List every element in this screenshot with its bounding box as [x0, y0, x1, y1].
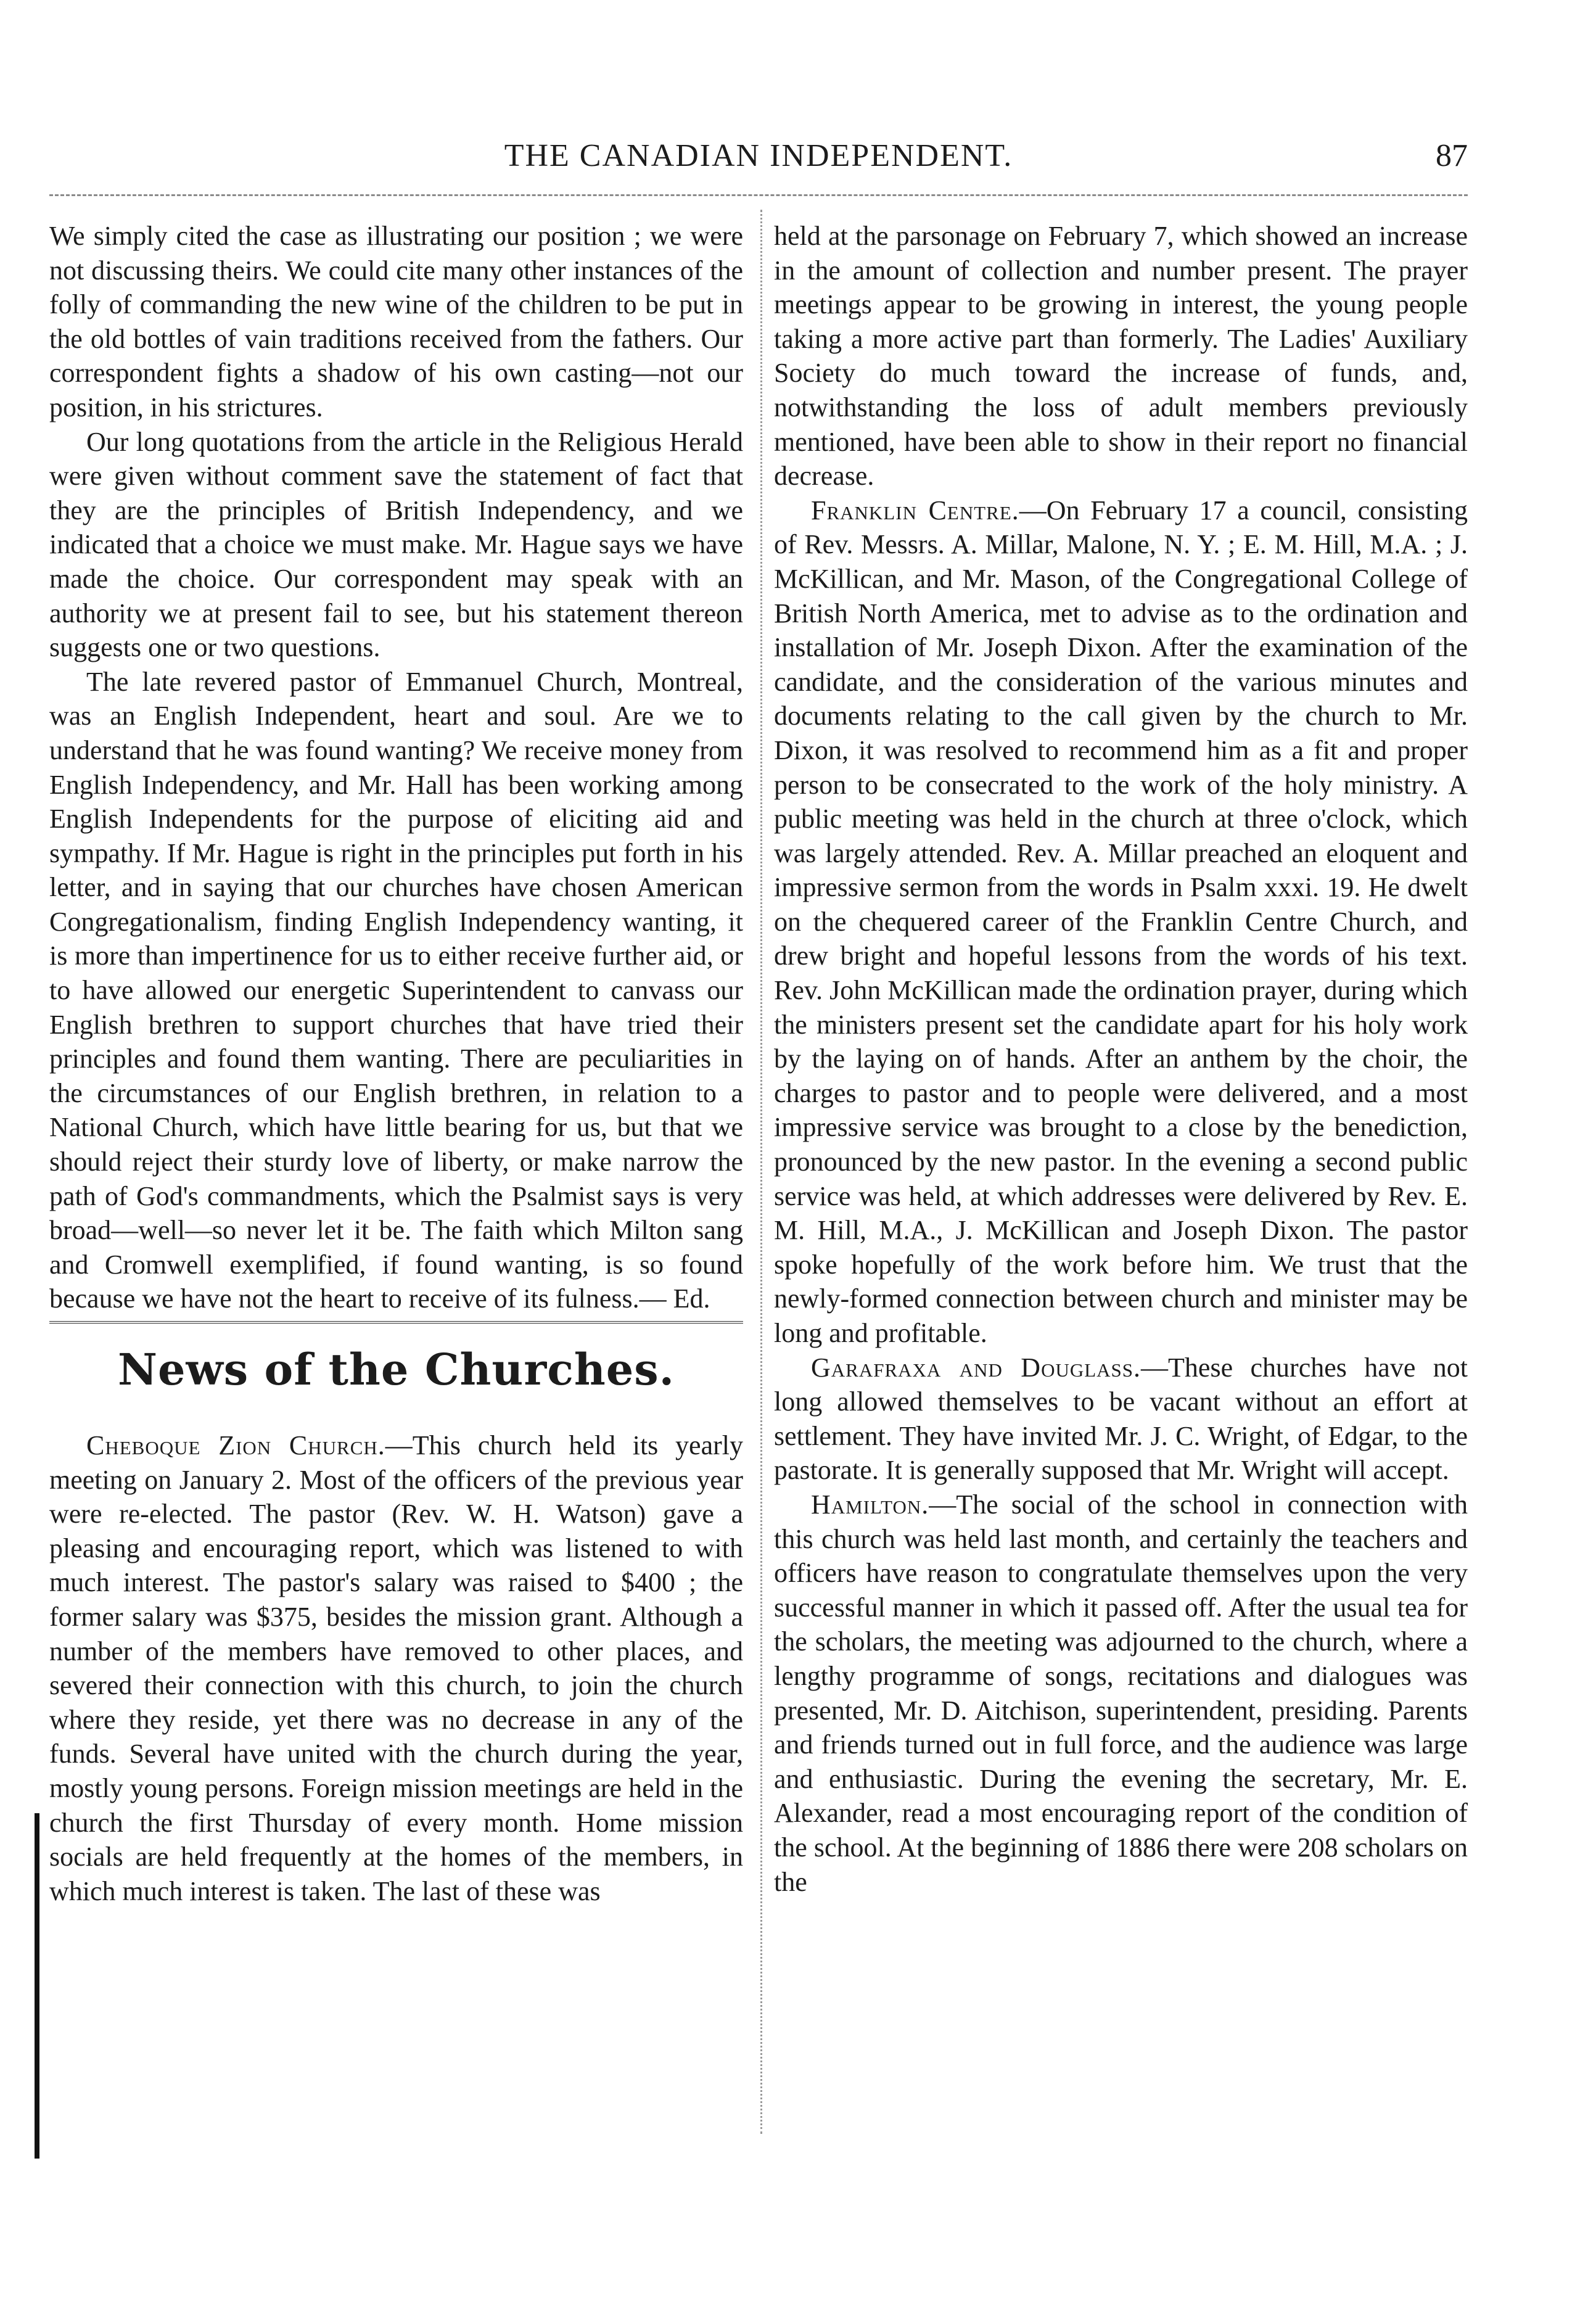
news-item-garafraxa [774, 1351, 1468, 1488]
column-divider [760, 210, 762, 2134]
news-continuation: held at the parsonage on February 7, which showed an increase in the amount of collection and number present. The prayer meetings appear to be growing in interest, the young people taking a more active part than formerly. The Ladies' Auxiliary Society do much toward the increase of funds, and, notwithstanding the loss of adult members previously mentioned, have been able to show in their report no financial decrease. [774, 221, 1468, 492]
right-column [774, 219, 1468, 1899]
news-item-lead: Hamilton. [811, 1489, 929, 1520]
news-item-cheboque [49, 1428, 743, 1908]
news-item-body: —These churches have not long allowed themselves to be vacant without an effort at settlement. They have invited Mr. J. C. Wright, of Edgar, to the pastorate. It is generally supposed that Mr. Wright will accept. [774, 1352, 1468, 1486]
margin-bar [35, 1813, 39, 2159]
news-item-franklin [774, 493, 1468, 1351]
page-header [49, 134, 1468, 178]
page-number: 87 [1436, 138, 1468, 173]
news-item-body: —On February 17 a council, consisting of Rev. Messrs. A. Millar, Malone, N. Y. ; E. M. Hill, M.A. ; J. McKillican, and Mr. Mason, of the Congregational College of British North America, met to advise as to the ordination and installation of Mr. Joseph Dixon. After the examination of the candidate, and the consideration of the various minutes and documents relating to the call given by the church to Mr. Dixon, it was resolved to recommend him as a fit and proper person to be consecrated to the work of the holy ministry. A public meeting was held in the church at three o'clock, which was largely attended. Rev. A. Millar preached an eloquent and impressive sermon from the words in Psalm xxxi. 19. He dwelt on the chequered career of the Franklin Centre Church, and drew bright and hopeful lessons from the words of his text. Rev. John McKillican made the ordination prayer, during which the ministers present set the candidate apart for his holy work by the laying on of hands. After an anthem by the choir, the charges to pastor and to people were delivered, and a most impressive service was brought to a close by the benediction, pronounced by the new pastor. In the evening a second public service was held, at which addresses were delivered by Rev. E. M. Hill, M.A., J. McKillican and Joseph Dixon. The pastor spoke hopefully of the work before him. We trust that the newly-formed connection between church and minister may be long and profitable. [774, 495, 1468, 1348]
news-item-lead: Franklin Centre. [811, 495, 1019, 525]
left-column [49, 219, 743, 1908]
header-rule [49, 194, 1468, 196]
news-item-lead: Cheboque Zion Church. [86, 1430, 385, 1460]
news-item-hamilton [774, 1488, 1468, 1899]
news-item-body: —The social of the school in connection with this church was held last month, and certainly the teachers and officers have reason to congratulate themselves upon the very successful manner in which it passed off. After the usual tea for the scholars, the meeting was adjourned to the church, where a lengthy programme of songs, recitations and dialogues was presented, Mr. D. Aitchison, superintendent, presiding. Parents and friends turned out in full force, and the audience was large and enthusiastic. During the evening the secretary, Mr. E. Alexander, read a most encouraging report of the condition of the school. At the beginning of 1886 there were 208 scholars on the [774, 1489, 1468, 1897]
section-rule [49, 1321, 743, 1324]
editorial-paragraph-1: We simply cited the case as illustrating our position ; we were not discussing theirs. We could cite many other instances of the folly of commanding the new wine of the children to be put in the old bottles of vain traditions received from the fathers. Our correspondent fights a shadow of his own casting—not our position, in his strictures. [49, 221, 743, 422]
news-item-lead: Garafraxa and Douglass. [811, 1352, 1141, 1383]
news-item-body: —This church held its yearly meeting on January 2. Most of the officers of the previous year were re-elected. The pastor (Rev. W. H. Watson) gave a pleasing and encouraging report, which was listened to with much interest. The pastor's salary was raised to $400 ; the former salary was $375, besides the mission grant. Although a number of the members have removed to other places, and severed their connection with this church, to join the church where they reside, yet there was no decrease in any of the funds. Several have united with the church during the year, mostly young persons. Foreign mission meetings are held in the church the first Thursday of every month. Home mission socials are held frequently at the homes of the members, in which much interest is taken. The last of these was [49, 1430, 743, 1906]
editorial-paragraph-3: The late revered pastor of Emmanuel Church, Montreal, was an English Independent, heart and soul. Are we to understand that he was found wanting? We receive money from English Independency, and Mr. Hall has been working among English Independents for the purpose of eliciting aid and sympathy. If Mr. Hague is right in the principles put forth in his letter, and in saying that our churches have chosen American Congregationalism, finding English Independency wanting, it is more than impertinence for us to either receive further aid, or to have allowed our energetic Superintendent to canvass our English brethren to support churches that have tried their principles and found them wanting. There are peculiarities in the circumstances of our English brethren, in relation to a National Church, which have little bearing for us, but that we should reject their sturdy love of liberty, or make narrow the path of God's commandments, which the Psalmist says is very broad—well—so never let it be. The faith which Milton sang and Cromwell exemplified, if found wanting, is so found because we have not the heart to receive of its fulness.— Ed. [49, 666, 743, 1314]
running-title: THE CANADIAN INDEPENDENT. [504, 138, 1013, 173]
section-heading: News of the Churches. [117, 1344, 675, 1395]
editorial-paragraph-2: Our long quotations from the article in the Religious Herald were given without comment save the statement of fact that they are the principles of British Independency, and we indicated that a choice we must make. Mr. Hague says we have made the choice. Our correspondent may speak with an authority we at present fail to see, but his statement thereon suggests one or two questions. [49, 426, 743, 663]
